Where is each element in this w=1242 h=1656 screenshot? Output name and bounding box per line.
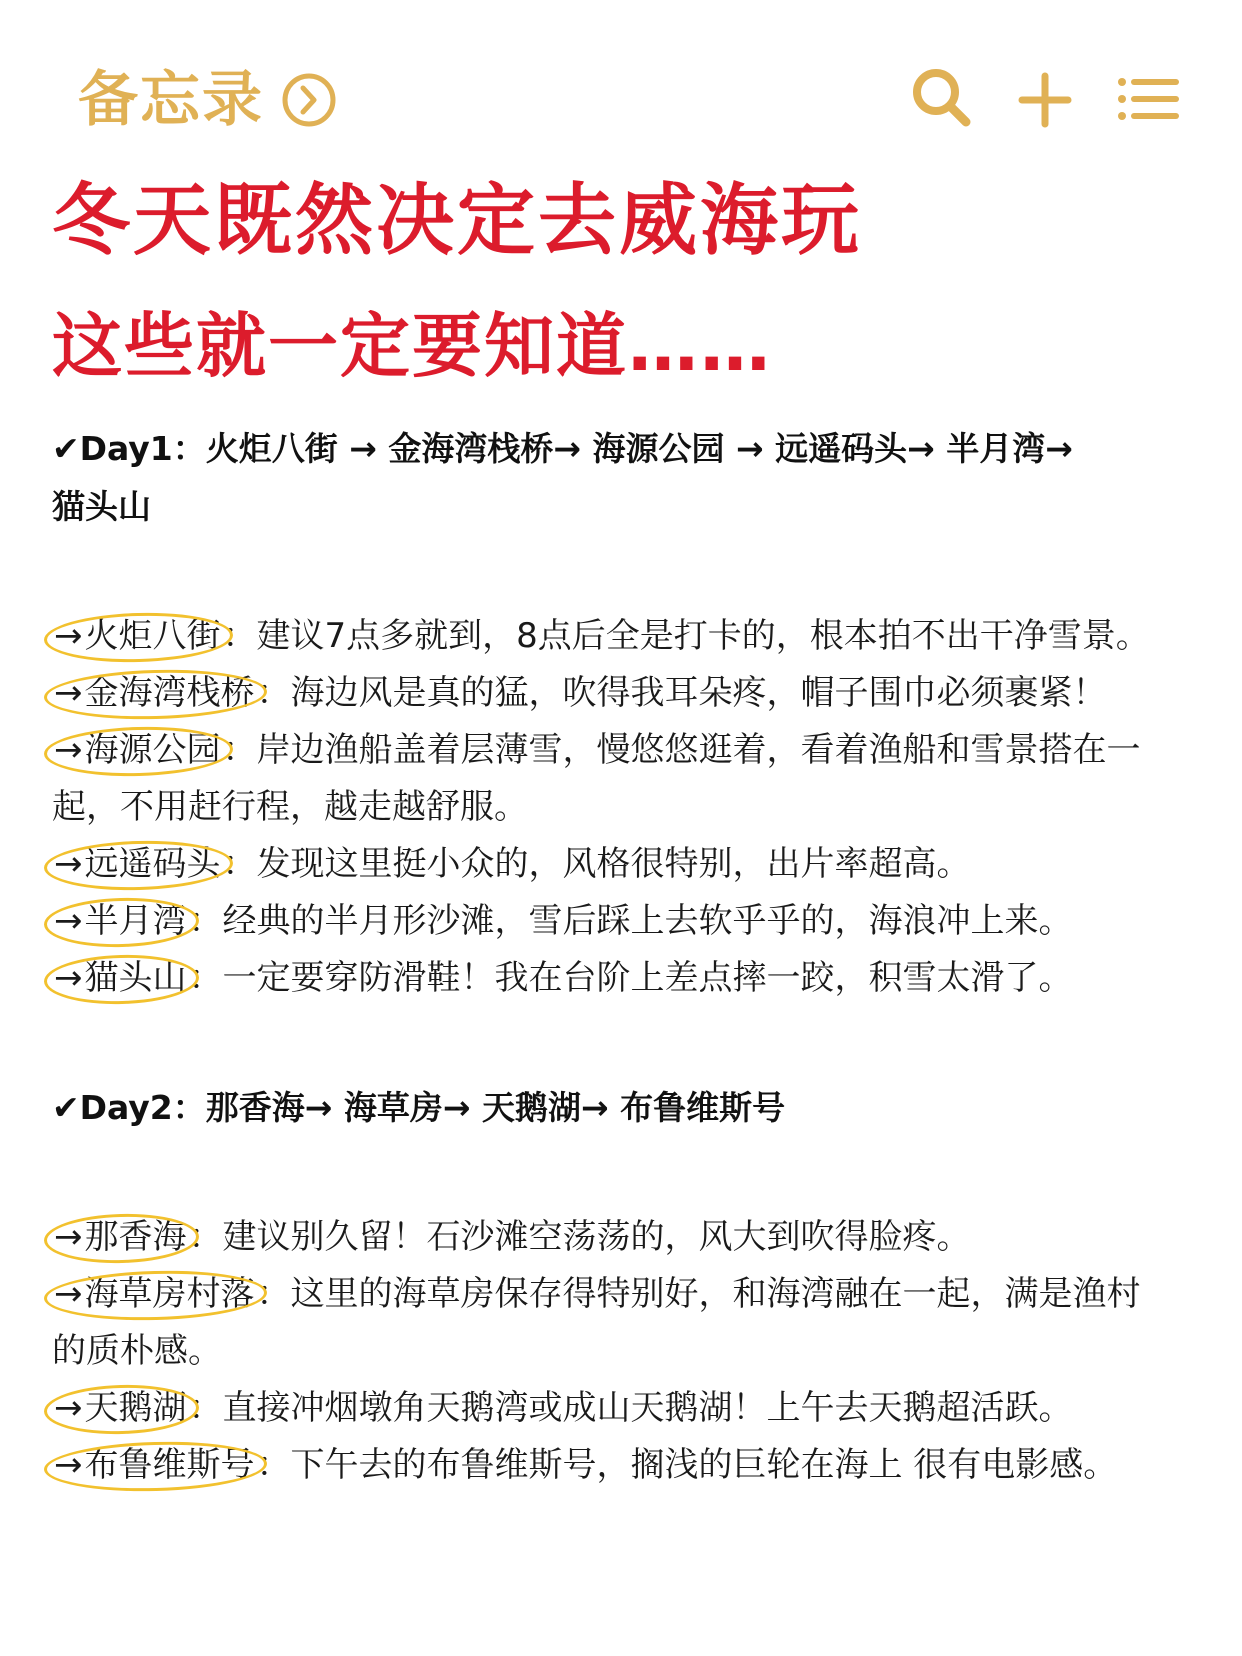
item-text: ：这里的海草房保存得特别好，和海湾融在一起，满是渔村 — [256, 1274, 1141, 1314]
app-title: 备忘录 — [78, 65, 264, 135]
item-text: ：建议别久留！石沙滩空荡荡的，风大到吹得脸疼。 — [188, 1217, 971, 1257]
search-icon[interactable] — [908, 64, 978, 134]
place-label: →天鹅湖 — [52, 1380, 189, 1437]
app-title-link[interactable] — [78, 60, 338, 140]
top-bar — [78, 60, 1182, 140]
list-item — [52, 722, 1190, 779]
note-body — [52, 420, 1190, 1494]
day2-heading: ✔Day2：那香海→ 海草房→ 天鹅湖→ 布鲁维斯号 — [52, 1088, 786, 1127]
plus-icon[interactable] — [1010, 64, 1080, 134]
place-label: →布鲁维斯号 — [52, 1437, 257, 1494]
list-item — [52, 1266, 1190, 1323]
place-label: →海草房村落 — [52, 1266, 257, 1323]
item-text: ：岸边渔船盖着层薄雪，慢悠悠逛着，看着渔船和雪景搭在一 — [222, 730, 1141, 770]
place-label: →远遥码头 — [52, 836, 223, 893]
chevron-right-icon — [280, 71, 338, 129]
place-label: →半月湾 — [52, 893, 189, 950]
place-label: →海源公园 — [52, 722, 223, 779]
item-text: ：一定要穿防滑鞋！我在台阶上差点摔一跤，积雪太滑了。 — [188, 958, 1073, 998]
list-item-cont: 的质朴感。 — [52, 1331, 222, 1371]
list-item — [52, 893, 1190, 950]
list-item — [52, 836, 1190, 893]
item-text: ：建议7点多就到，8点后全是打卡的，根本拍不出干净雪景。 — [222, 616, 1150, 656]
place-label: →金海湾栈桥 — [52, 665, 257, 722]
place-label: →火炬八街 — [52, 608, 223, 665]
list-item-cont: 起，不用赶行程，越走越舒服。 — [52, 787, 528, 827]
item-text: ：直接冲烟墩角天鹅湾或成山天鹅湖！上午去天鹅超活跃。 — [188, 1388, 1073, 1428]
list-item — [52, 665, 1190, 722]
list-item — [52, 1380, 1190, 1437]
list-item — [52, 1437, 1190, 1494]
item-text: ：发现这里挺小众的，风格很特别，出片率超高。 — [222, 844, 971, 884]
toolbar — [876, 64, 1182, 134]
headline-sub: 这些就一定要知道…… — [52, 305, 772, 387]
place-label: →猫头山 — [52, 950, 189, 1007]
item-text: ：经典的半月形沙滩，雪后踩上去软乎乎的，海浪冲上来。 — [188, 901, 1073, 941]
day1-heading: ✔Day1：火炬八街 → 金海湾栈桥→ 海源公园 → 远遥码头→ 半月湾→ — [52, 429, 1073, 468]
headline-main: 冬天既然决定去威海玩 — [52, 176, 863, 266]
list-item — [52, 950, 1190, 1007]
day1-heading-cont: 猫头山 — [52, 487, 151, 526]
item-text: ：下午去的布鲁维斯号，搁浅的巨轮在海上 很有电影感。 — [256, 1445, 1118, 1485]
list-item — [52, 1209, 1190, 1266]
list-menu-icon[interactable] — [1112, 64, 1182, 134]
item-text: ：海边风是真的猛，吹得我耳朵疼，帽子围巾必须裹紧！ — [256, 673, 1107, 713]
place-label: →那香海 — [52, 1209, 189, 1266]
list-item — [52, 608, 1190, 665]
